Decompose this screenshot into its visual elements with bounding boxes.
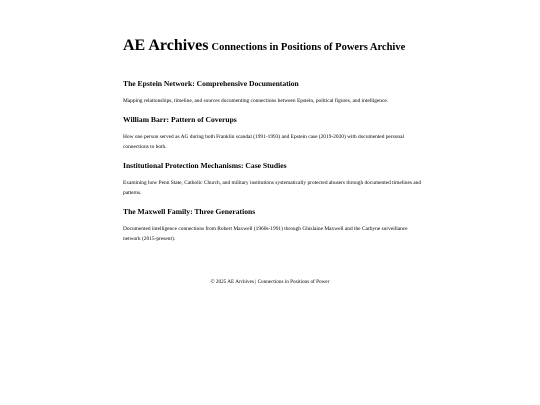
site-header [123, 36, 423, 58]
site-footer: © 2025 AE Archives | Connections in Positions of Power [210, 279, 330, 285]
article-summary: How one person served as AG during both Franklin scandal (1991-1993) and Epstein case (2019-2020) with documented personal connections to both. [123, 134, 404, 150]
article-summary: Mapping relationships, timeline, and sources documenting connections between Epstein, political figures, and intelligence. [123, 98, 389, 104]
article-title-link[interactable]: The Epstein Network: Comprehensive Documentation [123, 79, 299, 88]
article-item [123, 206, 423, 244]
article-item [123, 114, 423, 152]
article-title-link[interactable]: The Maxwell Family: Three Generations [123, 207, 256, 216]
site-subtitle: Connections in Positions of Powers Archive [211, 42, 406, 53]
article-title-link[interactable]: Institutional Protection Mechanisms: Case Studies [123, 161, 287, 170]
main-content [123, 36, 423, 244]
article-summary: Examining how Penn State, Catholic Church, and military institutions systematically protected abusers through documented timelines and patterns. [123, 180, 422, 196]
article-item [123, 78, 423, 106]
article-title-link[interactable]: William Barr: Pattern of Coverups [123, 115, 237, 124]
article-item [123, 160, 423, 198]
site-title[interactable]: AE Archives [123, 37, 209, 54]
article-summary: Documented intelligence connections from Robert Maxwell (1960s-1991) through Ghislaine Maxwell and the Carbyne surveillance network (2015-present). [123, 226, 408, 242]
article-list [123, 78, 423, 244]
